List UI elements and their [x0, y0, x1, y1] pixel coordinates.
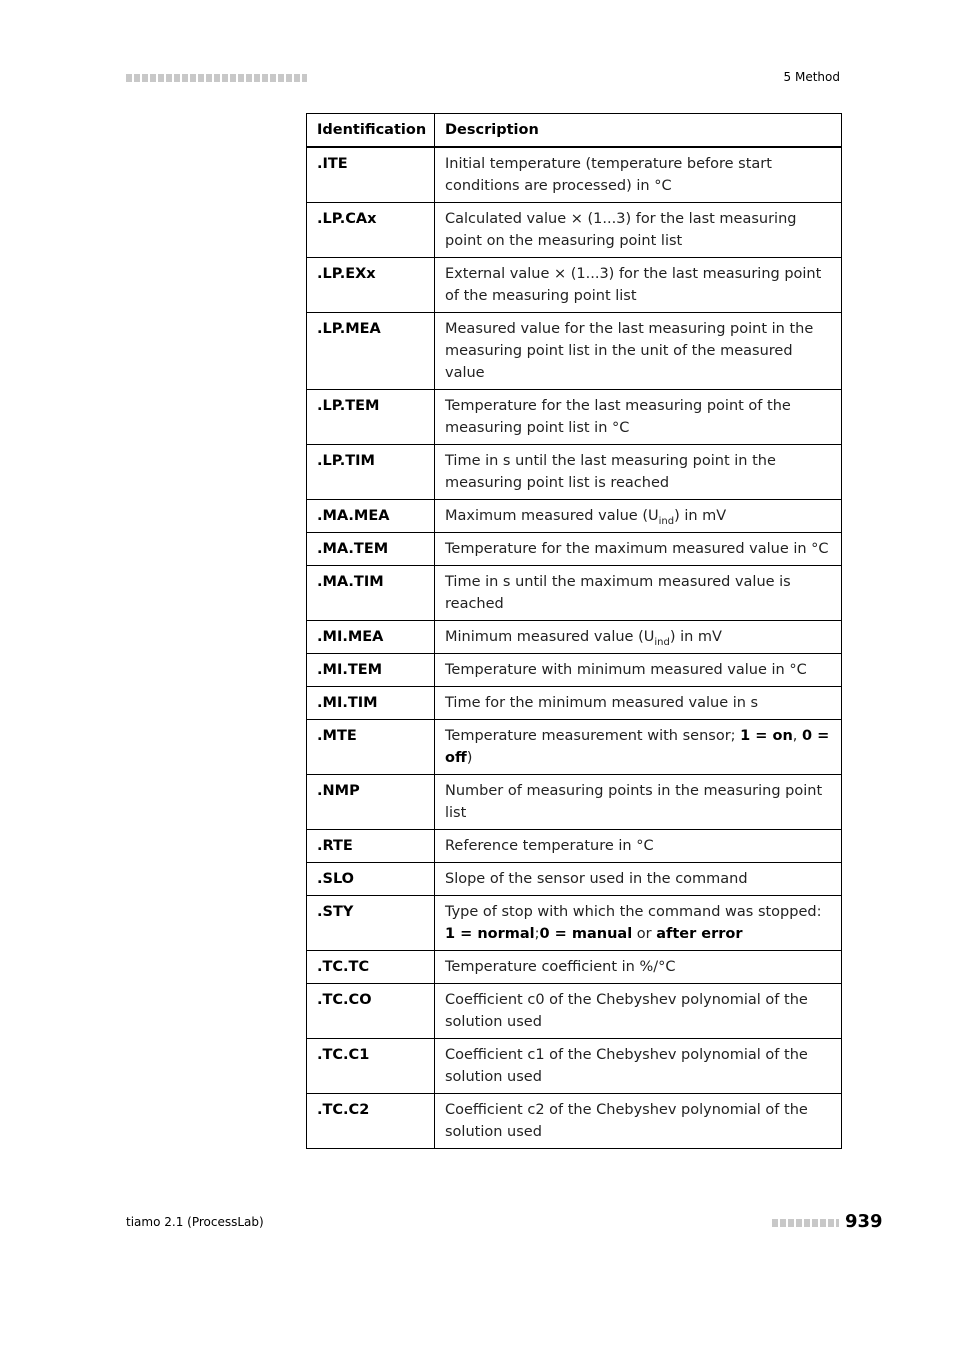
identification-cell: .ITE — [307, 147, 435, 203]
description-text: Time for the minimum measured value in s — [445, 695, 759, 711]
header-decoration-dots — [126, 74, 307, 82]
description-text: Initial temperature (temperature before start conditions are processed) in °C — [445, 156, 772, 194]
page-number: 939 — [845, 1211, 883, 1232]
table-row — [307, 1039, 842, 1094]
description-cell — [435, 1039, 842, 1094]
identification-cell: .LP.TEM — [307, 390, 435, 445]
identification-cell: .MA.TEM — [307, 533, 435, 566]
identification-cell: .MI.TIM — [307, 687, 435, 720]
description-cell — [435, 203, 842, 258]
footer-decoration-dots — [772, 1219, 839, 1227]
table-row — [307, 258, 842, 313]
table-row — [307, 500, 842, 533]
description-cell — [435, 863, 842, 896]
description-text: ) in mV — [669, 629, 722, 645]
description-cell — [435, 720, 842, 775]
table-header-row — [307, 114, 842, 148]
column-header-identification: Identification — [307, 114, 435, 148]
description-text: Coefficient c1 of the Chebyshev polynomial of the solution used — [445, 1047, 808, 1085]
table-row — [307, 445, 842, 500]
identification-cell: .STY — [307, 896, 435, 951]
identification-cell: .MTE — [307, 720, 435, 775]
table-row — [307, 775, 842, 830]
identification-cell: .MI.TEM — [307, 654, 435, 687]
table-row — [307, 566, 842, 621]
description-text: Measured value for the last measuring point in the measuring point list in the unit of the measured value — [445, 321, 814, 381]
description-text: Minimum measured value (U — [445, 629, 655, 645]
identification-cell: .RTE — [307, 830, 435, 863]
description-cell — [435, 654, 842, 687]
identification-cell: .MA.MEA — [307, 500, 435, 533]
description-text: or — [632, 926, 657, 942]
identification-cell: .SLO — [307, 863, 435, 896]
description-text: External value × (1...3) for the last measuring point of the measuring point list — [445, 266, 822, 304]
description-text: Temperature coefficient in %/°C — [445, 959, 676, 975]
description-text: Maximum measured value (U — [445, 508, 659, 524]
description-text: Temperature for the last measuring point of the measuring point list in °C — [445, 398, 791, 436]
description-cell — [435, 951, 842, 984]
identification-cell: .TC.C2 — [307, 1094, 435, 1149]
description-text: Temperature for the maximum measured value in °C — [445, 541, 829, 557]
description-cell — [435, 896, 842, 951]
description-text: Calculated value × (1...3) for the last measuring point on the measuring point list — [445, 211, 797, 249]
description-text: Type of stop with which the command was stopped: — [445, 904, 822, 920]
description-cell — [435, 390, 842, 445]
description-text: Coefficient c0 of the Chebyshev polynomial of the solution used — [445, 992, 808, 1030]
table-row — [307, 621, 842, 654]
table-row — [307, 896, 842, 951]
table-row — [307, 720, 842, 775]
description-cell — [435, 147, 842, 203]
description-text: Coefficient c2 of the Chebyshev polynomial of the solution used — [445, 1102, 808, 1140]
table-row — [307, 687, 842, 720]
description-text: ; — [534, 926, 540, 942]
bold-text: 1 = normal — [445, 926, 535, 942]
description-text: ) in mV — [674, 508, 727, 524]
description-cell — [435, 830, 842, 863]
table-body — [307, 147, 842, 1149]
identification-cell: .TC.C1 — [307, 1039, 435, 1094]
table-row — [307, 863, 842, 896]
description-text: , — [792, 728, 802, 744]
description-cell — [435, 445, 842, 500]
identification-table — [306, 113, 842, 1149]
description-cell — [435, 984, 842, 1039]
description-cell — [435, 687, 842, 720]
description-cell — [435, 313, 842, 390]
table-row — [307, 203, 842, 258]
column-header-description: Description — [435, 114, 842, 148]
bold-text: 0 = manual — [539, 926, 633, 942]
identification-cell: .MI.MEA — [307, 621, 435, 654]
description-cell — [435, 500, 842, 533]
identification-cell: .TC.TC — [307, 951, 435, 984]
description-cell — [435, 1094, 842, 1149]
identification-cell: .LP.TIM — [307, 445, 435, 500]
identification-cell: .MA.TIM — [307, 566, 435, 621]
description-text: Time in s until the last measuring point in the measuring point list is reached — [445, 453, 776, 491]
description-cell — [435, 566, 842, 621]
description-cell — [435, 533, 842, 566]
table-row — [307, 1094, 842, 1149]
identification-cell: .LP.CAx — [307, 203, 435, 258]
bold-text: 0 = off — [445, 728, 830, 766]
subscript-text: ind — [658, 515, 675, 527]
identification-cell: .NMP — [307, 775, 435, 830]
description-text: Slope of the sensor used in the command — [445, 871, 748, 887]
identification-cell: .TC.CO — [307, 984, 435, 1039]
bold-text: 1 = on — [740, 728, 793, 744]
table-row — [307, 313, 842, 390]
identification-cell: .LP.EXx — [307, 258, 435, 313]
description-text: Reference temperature in °C — [445, 838, 654, 854]
bold-text: after error — [656, 926, 743, 942]
description-text: ) — [466, 750, 473, 766]
table-row — [307, 390, 842, 445]
description-text: Number of measuring points in the measuring point list — [445, 783, 823, 821]
footer-product-name: tiamo 2.1 (ProcessLab) — [126, 1215, 264, 1229]
description-cell — [435, 621, 842, 654]
table-row — [307, 951, 842, 984]
identification-cell: .LP.MEA — [307, 313, 435, 390]
table-row — [307, 533, 842, 566]
header-section-title: 5 Method — [783, 70, 840, 84]
description-text: Temperature with minimum measured value in °C — [445, 662, 807, 678]
description-text: Temperature measurement with sensor; — [445, 728, 741, 744]
table-row — [307, 984, 842, 1039]
table-row — [307, 147, 842, 203]
table-row — [307, 654, 842, 687]
subscript-text: ind — [654, 636, 670, 648]
description-text: Time in s until the maximum measured value is reached — [445, 574, 791, 612]
table-row — [307, 830, 842, 863]
description-cell — [435, 775, 842, 830]
description-cell — [435, 258, 842, 313]
